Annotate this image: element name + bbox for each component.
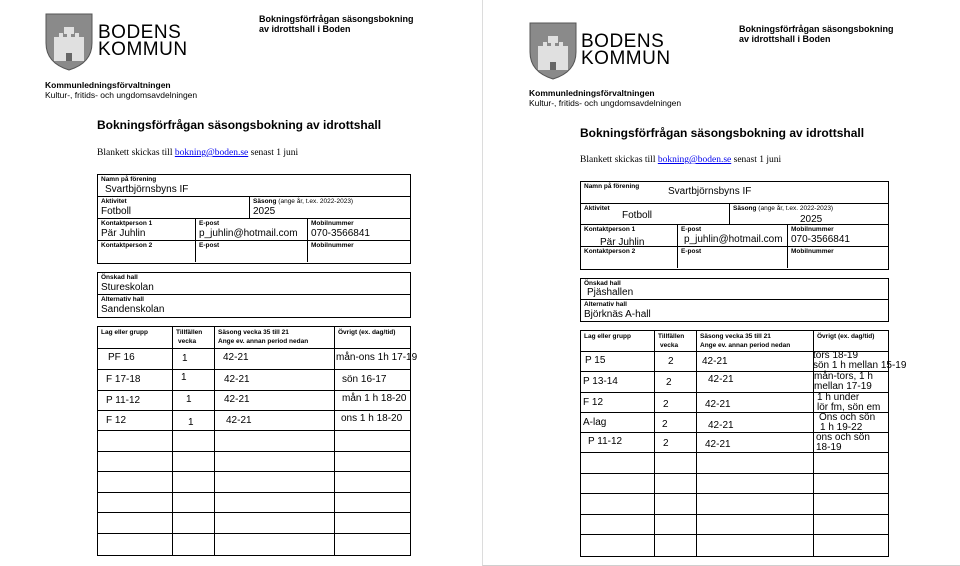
col-header-occasions-line2: vecka	[178, 338, 197, 345]
association-name-value: Svartbjörnsbyns IF	[668, 186, 752, 197]
row-occasions: 2	[666, 377, 672, 388]
row-other-line2: 18-19	[816, 442, 842, 453]
season-label: Säsong (ange år, t.ex. 2022-2023)	[733, 205, 834, 212]
row-group: F 12	[106, 415, 127, 426]
coat-of-arms-logo	[45, 13, 93, 71]
preferred-hall-label: Önskad hall	[584, 280, 621, 287]
association-name-value: Svartbjörnsbyns IF	[105, 184, 189, 195]
col-header-group: Lag eller grupp	[101, 329, 148, 336]
row-occasions: 1	[181, 372, 187, 383]
row-weeks: 42-21	[226, 415, 252, 426]
row-occasions: 2	[668, 356, 674, 367]
email-label: E-post	[681, 226, 702, 233]
email-link[interactable]: bokning@boden.se	[657, 155, 732, 165]
contact1-label: Kontaktperson 1	[101, 220, 153, 227]
row-weeks: 42-21	[224, 394, 250, 405]
mobile2-label: Mobilnummer	[311, 242, 354, 249]
preferred-hall-value: Stureskolan	[101, 282, 154, 293]
row-weeks: 42-21	[705, 399, 731, 410]
preferred-hall-value: Pjäshallen	[587, 287, 634, 298]
row-weeks: 42-21	[702, 356, 728, 367]
header-title-line1: Bokningsförfrågan säsongsbokning	[259, 14, 414, 24]
row-occasions: 2	[663, 399, 669, 410]
activity-label: Aktivitet	[101, 198, 127, 205]
col-header-occasions: Tillfällen	[658, 333, 685, 340]
logo-text-line2: KOMMUN	[581, 48, 671, 69]
row-other-line2: sön 1 h mellan 15-19	[813, 360, 907, 371]
row-other: mån-tors, 1 h	[814, 371, 873, 382]
row-weeks: 42-21	[705, 439, 731, 450]
mobile-label: Mobilnummer	[791, 226, 834, 233]
row-other: 1 h under	[817, 392, 860, 403]
mobile2-label: Mobilnummer	[791, 248, 834, 255]
association-name-label: Namn på förening	[584, 183, 640, 190]
col-header-other: Övrigt (ex. dag/tid)	[817, 333, 875, 340]
preferred-hall-label: Önskad hall	[101, 274, 138, 281]
col-header-weeks: Säsong vecka 35 till 21	[700, 333, 771, 340]
row-occasions: 1	[182, 353, 188, 364]
department-name: Kommunledningsförvaltningen	[45, 80, 171, 90]
form-title: Bokningsförfrågan säsongsbokning av idrottshall	[580, 126, 865, 140]
contact1-value: Pär Juhlin	[101, 228, 146, 239]
logo-text-line2: KOMMUN	[98, 39, 188, 60]
email-link[interactable]: bokning@boden.se	[174, 148, 249, 158]
season-value: 2025	[800, 214, 823, 225]
col-header-occasions-line2: vecka	[660, 342, 679, 349]
row-occasions: 2	[663, 438, 669, 449]
alternative-hall-value: Björknäs A-hall	[584, 309, 651, 320]
email2-label: E-post	[199, 242, 220, 249]
form-page-2	[482, 0, 960, 566]
department-name: Kommunledningsförvaltningen	[529, 88, 655, 98]
row-other-line2: mellan 17-19	[814, 381, 872, 392]
header-title-line2: av idrottshall i Boden	[259, 24, 351, 34]
activity-label: Aktivitet	[584, 205, 610, 212]
season-value: 2025	[253, 206, 276, 217]
association-name-label: Namn på förening	[101, 176, 157, 183]
row-weeks: 42-21	[708, 374, 734, 385]
alternative-hall-value: Sandenskolan	[101, 304, 165, 315]
mobile-label: Mobilnummer	[311, 220, 354, 227]
coat-of-arms-logo	[529, 22, 577, 80]
row-other: sön 16-17	[342, 374, 387, 385]
row-other: ons och sön	[816, 432, 870, 443]
email2-label: E-post	[681, 248, 702, 255]
row-other-line2: 1 h 19-22	[820, 422, 863, 433]
header-title-line1: Bokningsförfrågan säsongsbokning	[739, 24, 894, 34]
alternative-hall-label: Alternativ hall	[101, 296, 144, 303]
mobile-value: 070-3566841	[791, 234, 850, 245]
row-other: mån 1 h 18-20	[342, 393, 407, 404]
row-occasions: 1	[186, 394, 192, 405]
alternative-hall-label: Alternativ hall	[584, 301, 627, 308]
header-title-line2: av idrottshall i Boden	[739, 34, 831, 44]
email-value: p_juhlin@hotmail.com	[684, 234, 783, 245]
row-occasions: 2	[662, 419, 668, 430]
contact2-label: Kontaktperson 2	[584, 248, 636, 255]
row-weeks: 42-21	[223, 352, 249, 363]
col-header-weeks-line2: Ange ev. annan period nedan	[218, 338, 309, 345]
row-group: PF 16	[108, 352, 135, 363]
row-group: P 15	[585, 355, 606, 366]
row-other-line2: lör fm, sön em	[817, 402, 881, 413]
row-group: F 12	[583, 397, 604, 408]
row-other: ons 1 h 18-20	[341, 413, 403, 424]
row-group: P 11-12	[106, 395, 141, 406]
row-other: tors 18-19	[813, 350, 859, 361]
form-page-1	[0, 0, 480, 565]
sub-department-name: Kultur-, fritids- och ungdomsavdelningen	[45, 90, 198, 100]
col-header-weeks-line2: Ange ev. annan period nedan	[700, 342, 791, 349]
sub-department-name: Kultur-, fritids- och ungdomsavdelningen	[529, 98, 682, 108]
row-group: F 17-18	[106, 374, 141, 385]
activity-value: Fotboll	[622, 210, 653, 221]
contact1-value: Pär Juhlin	[600, 237, 645, 248]
contact1-label: Kontaktperson 1	[584, 226, 636, 233]
email-value: p_juhlin@hotmail.com	[199, 228, 298, 239]
instruction-text: Blankett skickas till bokning@boden.se senast 1 juni	[580, 155, 782, 165]
row-occasions: 1	[188, 417, 194, 428]
row-weeks: 42-21	[708, 420, 734, 431]
mobile-value: 070-3566841	[311, 228, 370, 239]
col-header-group: Lag eller grupp	[584, 333, 631, 340]
logo-text-line1: BODENS	[98, 22, 182, 43]
col-header-other: Övrigt (ex. dag/tid)	[338, 329, 396, 336]
season-label: Säsong (ange år, t.ex. 2022-2023)	[253, 198, 354, 205]
row-other: mån-ons 1h 17-19	[336, 352, 418, 363]
instruction-text: Blankett skickas till bokning@boden.se senast 1 juni	[97, 148, 299, 158]
row-group: A-lag	[583, 417, 607, 428]
email-label: E-post	[199, 220, 220, 227]
logo-text-line1: BODENS	[581, 31, 665, 52]
contact2-label: Kontaktperson 2	[101, 242, 153, 249]
col-header-occasions: Tillfällen	[176, 329, 203, 336]
row-other: Ons och sön	[819, 412, 876, 423]
row-group: P 11-12	[588, 436, 623, 447]
form-title: Bokningsförfrågan säsongsbokning av idrottshall	[97, 118, 382, 132]
row-group: P 13-14	[583, 376, 618, 387]
col-header-weeks: Säsong vecka 35 till 21	[218, 329, 289, 336]
row-weeks: 42-21	[224, 374, 250, 385]
activity-value: Fotboll	[101, 206, 132, 217]
